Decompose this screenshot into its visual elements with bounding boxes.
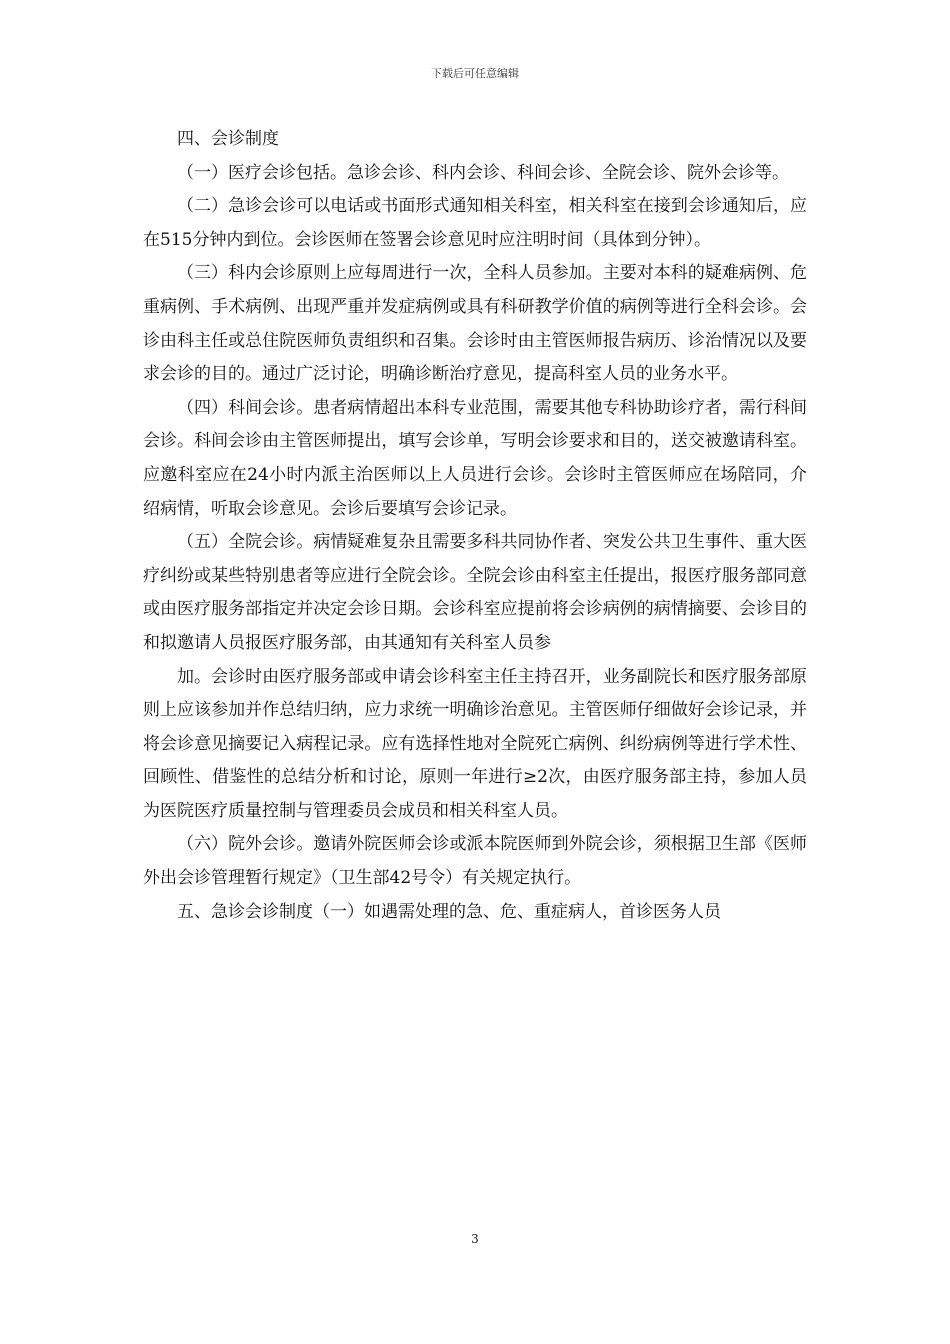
- paragraph-external-consultation: （六）院外会诊。邀请外院医师会诊或派本院医师到外院会诊，须根据卫生部《医师外出会诊管理暂行规定》（卫生部42号令）有关规定执行。: [143, 834, 807, 889]
- paragraph-emergency-consultation: （二）急诊会诊可以电话或书面形式通知相关科室，相关科室在接到会诊通知后，应在515分钟内到位。会诊医师在签署会诊意见时应注明时间（具体到分钟）。: [143, 196, 807, 250]
- page-number: 3: [471, 1232, 479, 1246]
- section-heading-emergency-consultation: 五、急诊会诊制度（一）如遇需处理的急、危、重症病人，首诊医务人员: [177, 901, 721, 922]
- paragraph-consultation-types: （一）医疗会诊包括。急诊会诊、科内会诊、科间会诊、全院会诊、院外会诊等。: [177, 162, 789, 183]
- paragraph-intra-department-consultation: （三）科内会诊原则上应每周进行一次，全科人员参加。主要对本科的疑难病例、危重病例、手术病例、出现严重并发症病例或具有科研教学价值的病例等进行全科会诊。会诊由科主任或总住院医师负责组织和召集。会诊时由主管医师报告病历、诊治情况以及要求会诊的目的。通过广泛讨论，明确诊断治疗意见，提高科室人员的业务水平。: [143, 263, 807, 385]
- document-body: [143, 123, 807, 929]
- section-heading-consultation: 四、会诊制度: [177, 129, 279, 149]
- paragraph-inter-department-consultation: （四）科间会诊。患者病情超出本科专业范围，需要其他专科协助诊疗者，需行科间会诊。科间会诊由主管医师提出，填写会诊单，写明会诊要求和目的，送交被邀请科室。应邀科室应在24小时内派主治医师以上人员进行会诊。会诊时主管医师应在场陪同，介绍病情，听取会诊意见。会诊后要填写会诊记录。: [143, 397, 807, 519]
- page-header-note: 下载后可任意编辑: [431, 67, 519, 80]
- paragraph-hospital-wide-consultation: （五）全院会诊。病情疑难复杂且需要多科共同协作者、突发公共卫生事件、重大医疗纠纷或某些特别患者等应进行全院会诊。全院会诊由科室主任提出，报医疗服务部同意或由医疗服务部指定并决定会诊日期。会诊科室应提前将会诊病例的病情摘要、会诊目的和拟邀请人员报医疗服务部，由其通知有关科室人员参: [143, 532, 807, 653]
- paragraph-hospital-wide-consultation-continued: 加。会诊时由医疗服务部或申请会诊科室主任主持召开，业务副院长和医疗服务部原则上应该参加并作总结归纳，应力求统一明确诊治意见。主管医师仔细做好会诊记录，并将会诊意见摘要记入病程记录。应有选择性地对全院死亡病例、纠纷病例等进行学术性、回顾性、借鉴性的总结分析和讨论，原则一年进行≥2次，由医疗服务部主持，参加人员为医院医疗质量控制与管理委员会成员和相关科室人员。: [143, 666, 807, 821]
